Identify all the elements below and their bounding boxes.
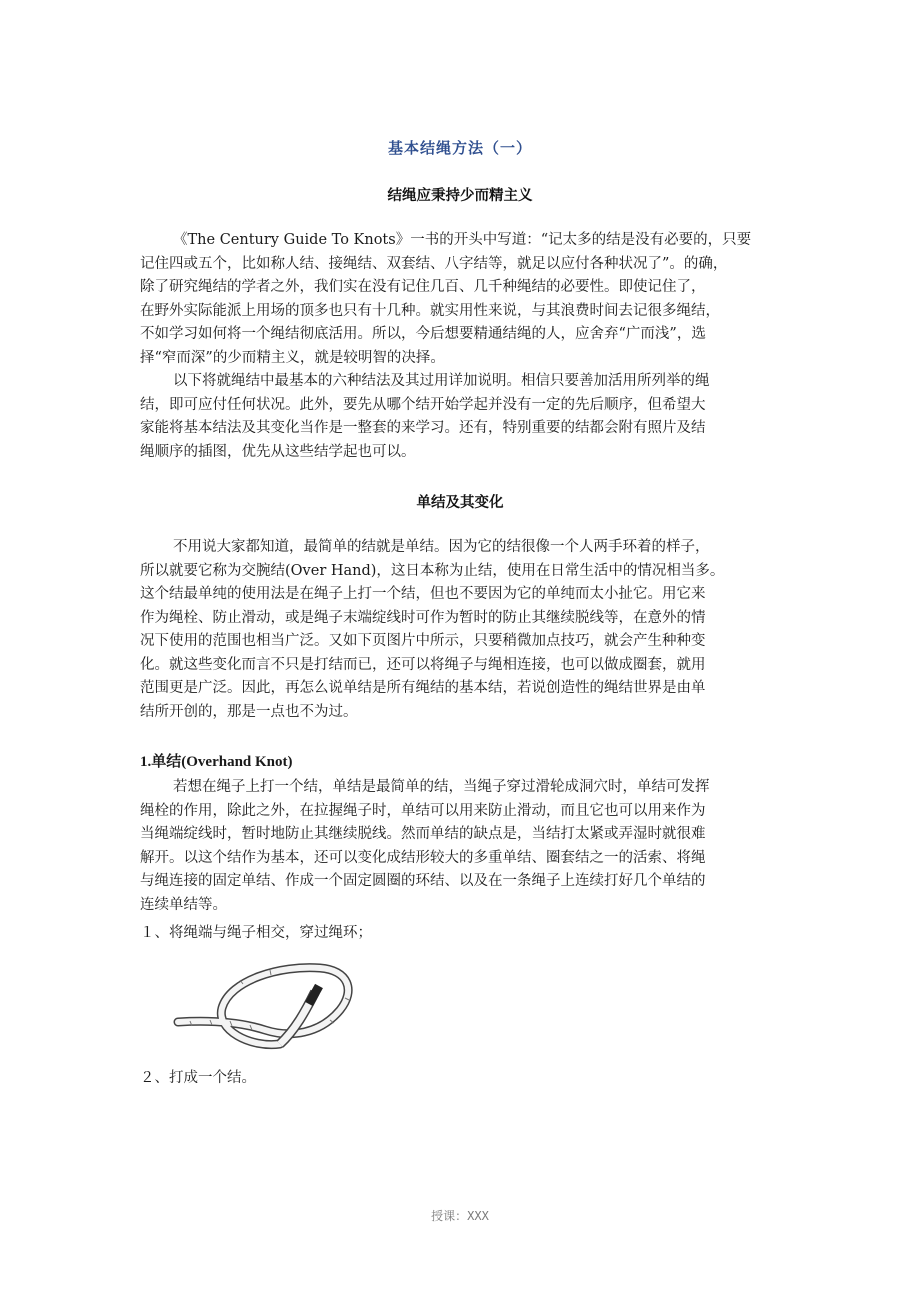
document-subtitle: 结绳应秉持少而精主义 <box>387 188 533 204</box>
paragraph-line: 结，即可应付任何状况。此外，要先从哪个结开始学起并没有一定的先后顺序，但希望大 <box>140 396 706 413</box>
intro-paragraph <box>140 229 790 464</box>
overhand-paragraph <box>140 776 790 917</box>
paragraph-line: 况下使用的范围也相当广泛。又如下页图片中所示，只要稍微加点技巧，就会产生种种变 <box>140 633 706 649</box>
section-paragraph <box>140 536 790 724</box>
paragraph-line: 与绳连接的固定单结、作成一个固定圆圈的环结、以及在一条绳子上连续打好几个单结的 <box>140 873 706 889</box>
document-title: 基本结绳方法（一） <box>387 139 532 157</box>
paragraph-line: 范围更是广泛。因此，再怎么说单结是所有绳结的基本结，若说创造性的绳结世界是由单 <box>140 680 706 696</box>
paragraph-line: 记住四或五个，比如称人结、接绳结、双套结、八字结等，就足以应付各种状况了”。的确， <box>140 255 728 272</box>
paragraph-line: 若想在绳子上打一个结，单结是最简单的结，当绳子穿过滑轮成洞穴时，单结可发挥 <box>173 779 710 795</box>
paragraph-line: 所以就要它称为交腕结(Over Hand)，这日本称为止结，使用在日常生活中的情况相当多。 <box>140 562 725 579</box>
paragraph-line: 作为绳栓、防止滑动，或是绳子末端绽线时可作为暂时的防止其继续脱线等，在意外的情 <box>140 609 706 626</box>
paragraph-line: 这个结最单纯的使用法是在绳子上打一个结，但也不要因为它的单纯而太小扯它。用它来 <box>140 586 706 602</box>
paragraph-line: 绳顺序的插图，优先从这些结学起也可以。 <box>140 443 416 460</box>
step-2-text: ２、打成一个结。 <box>140 1070 256 1086</box>
paragraph-line: 绳栓的作用，除此之外，在拉握绳子时，单结可以用来防止滑动，而且它也可以用来作为 <box>140 802 706 819</box>
subsection-heading: 1.单结(Overhand Knot) <box>140 754 293 770</box>
paragraph-line: 以下将就绳结中最基本的六种结法及其过用详加说明。相信只要善加活用所列举的绳 <box>173 373 710 389</box>
paragraph-line: 解开。以这个结作为基本，还可以变化成结形较大的多重单结、圈套结之一的活索、将绳 <box>140 849 706 866</box>
paragraph-line: 除了研究绳结的学者之外，我们实在没有记住几百、几千种绳结的必要性。即使记住了， <box>140 279 706 295</box>
paragraph-line: 化。就这些变化而言不只是打结而已，还可以将绳子与绳相连接，也可以做成圈套，就用 <box>140 656 706 673</box>
section-title: 单结及其变化 <box>416 495 504 511</box>
paragraph-line: 连续单结等。 <box>140 896 227 913</box>
page-footer: 授课：XXX <box>431 1209 489 1223</box>
paragraph-line: 不如学习如何将一个绳结彻底活用。所以，今后想要精通结绳的人，应舍弃“广而浅”，选 <box>140 326 706 342</box>
paragraph-line: 择“窄而深”的少而精主义，就是较明智的决择。 <box>140 349 445 366</box>
paragraph-line: 当绳端绽线时，暂时地防止其继续脱线。然而单结的缺点是，当结打太紧或弄湿时就很难 <box>140 826 706 842</box>
step-1-text: １、将绳端与绳子相交，穿过绳环； <box>140 925 372 941</box>
paragraph-line: 《The Century Guide To Knots》一书的开头中写道：“记太多的结是没有必要的，只要 <box>173 232 752 248</box>
paragraph-line: 在野外实际能派上用场的顶多也只有十几种。就实用性来说，与其浪费时间去记很多绳结， <box>140 302 720 319</box>
paragraph-line: 不用说大家都知道，最简单的结就是单结。因为它的结很像一个人两手环着的样子， <box>173 539 710 555</box>
paragraph-line: 结所开创的，那是一点也不为过。 <box>140 703 358 720</box>
paragraph-line: 家能将基本结法及其变化当作是一整套的来学习。还有，特别重要的结都会附有照片及结 <box>140 420 706 436</box>
overhand-knot-illustration <box>170 960 360 1060</box>
